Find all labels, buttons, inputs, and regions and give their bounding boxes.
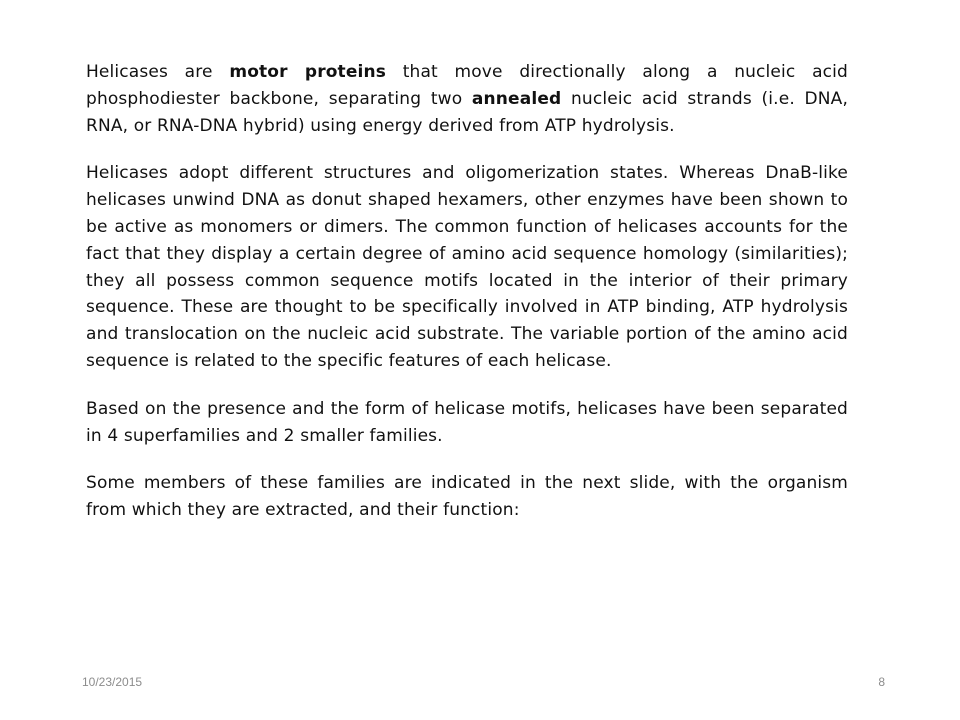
- bold-term-annealed: annealed: [471, 88, 562, 109]
- text-segment: Some members of these families are indicated in the next slide, with the organism from which they are extracted, and their function:: [86, 473, 848, 521]
- text-segment: that move directionally along a nucleic acid phosphodiester backbone, separating two: [86, 62, 848, 109]
- paragraph-next-slide-intro: [86, 470, 848, 524]
- text-segment: Based on the presence and the form of helicase motifs, helicases have been separated in 4 superfamilies and 2 smaller families.: [86, 398, 848, 446]
- paragraph-helicase-definition: [86, 59, 848, 139]
- footer-page-number: 8: [878, 675, 885, 689]
- text-segment: Helicases adopt different structures and oligomerization states. Whereas DnaB-like helicases unwind DNA as donut shaped hexamers, other enzymes have been shown to be active as monomers or dimers. The common function of helicases accounts for the fact that they display a certain degree of amino acid sequence homology (similarities); they all possess common sequence motifs located in the interior of their primary sequence. These are thought to be specifically involved in ATP binding, ATP hydrolysis and translocation on the nucleic acid substrate. The variable portion of the amino acid sequence is related to the specific features of each helicase.: [86, 163, 848, 371]
- footer-date: 10/23/2015: [82, 675, 143, 689]
- slide-body: [86, 59, 848, 545]
- bold-term-motor-proteins: motor proteins: [229, 62, 387, 82]
- paragraph-helicase-structures: [86, 160, 848, 374]
- paragraph-helicase-families: [86, 396, 848, 450]
- text-segment: Helicases are: [86, 62, 230, 82]
- text-segment: nucleic acid strands (i.e. DNA, RNA, or RNA-DNA hybrid) using energy derived from ATP hydrolysis.: [86, 88, 848, 136]
